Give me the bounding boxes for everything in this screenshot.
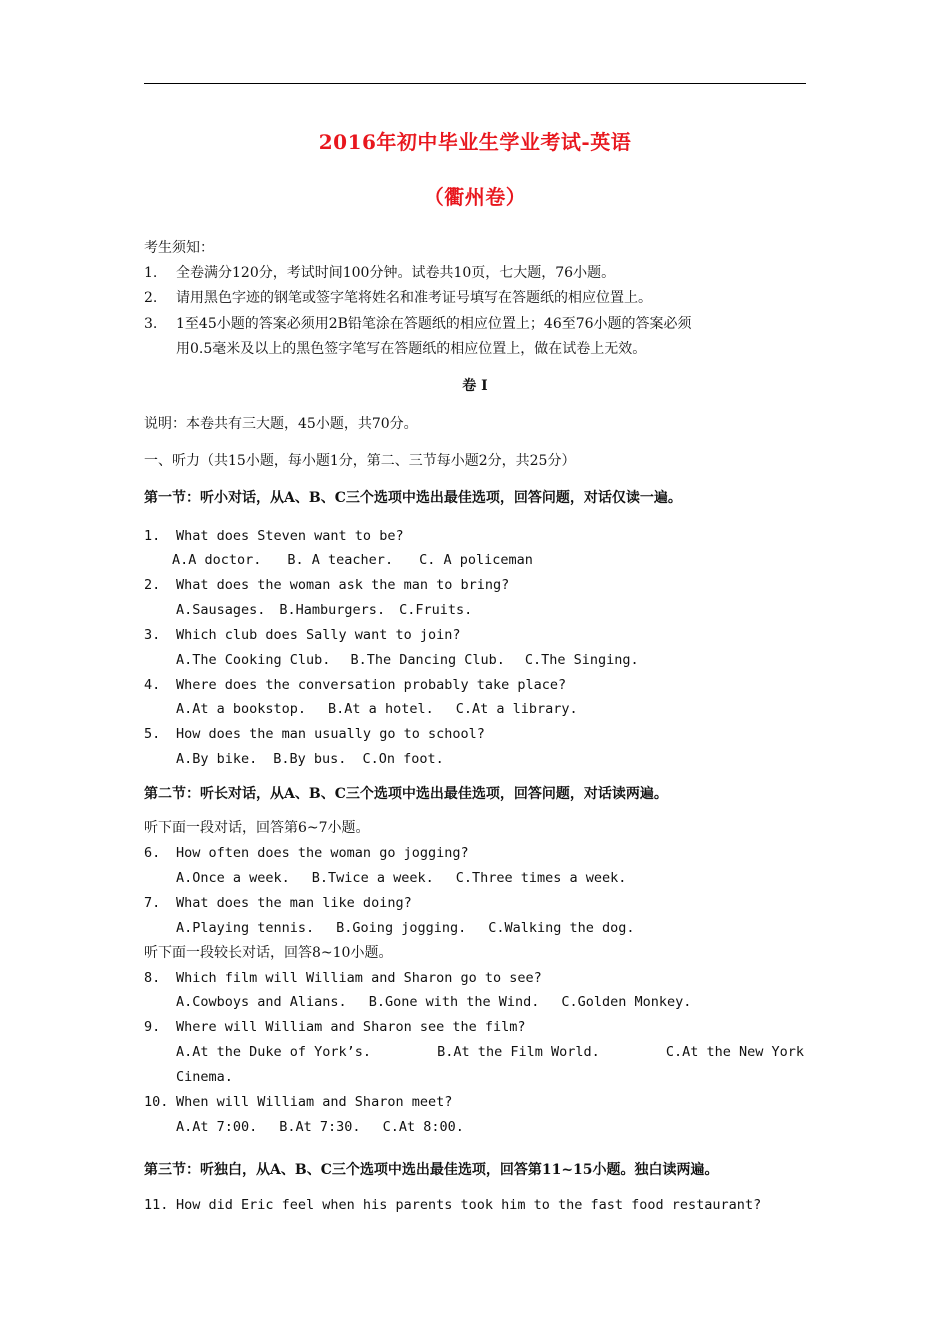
exam-title: 2016年初中毕业生学业考试-英语 [318,130,632,154]
question: 7. What does the man like doing? [144,895,412,911]
question: 3. Which club does Sally want to join? [144,627,461,643]
options: A.The Cooking Club. B.The Dancing Club. C.The Singing. [176,652,639,668]
section2-heading: 第二节：听长对话，从A、B、C三个选项中选出最佳选项，回答问题，对话读两遍。 [144,786,668,802]
section2-intro: 听下面一段较长对话，回答8~10小题。 [144,945,393,961]
question: 8. Which film will William and Sharon go to see? [144,970,542,986]
volume-note: 说明：本卷共有三大题，45小题，共70分。 [144,416,418,432]
section3-heading: 第三节：听独白，从A、B、C三个选项中选出最佳选项，回答第11~15小题。独白读两遍。 [144,1162,719,1178]
question: 10. When will William and Sharon meet? [144,1094,453,1110]
question: 5. How does the man usually go to school? [144,726,485,742]
options-cont: Cinema. [176,1069,233,1085]
options: A.Once a week. B.Twice a week. C.Three times a week. [176,870,627,886]
question: 9. Where will William and Sharon see the film? [144,1019,526,1035]
exam-subtitle: （衢州卷） [423,185,527,209]
header-rule [144,83,806,84]
options: A.At a bookstop. B.At a hotel. C.At a library. [176,701,578,717]
notice-item-cont: 用0.5毫米及以上的黑色签字笔写在答题纸的相应位置上，做在试卷上无效。 [176,341,647,357]
options: A.Cowboys and Alians. B.Gone with the Wind. C.Golden Monkey. [176,994,692,1010]
options: A.Sausages. B.Hamburgers. C.Fruits. [176,602,473,618]
section2-intro: 听下面一段对话，回答第6~7小题。 [144,820,370,836]
notice-heading: 考生须知： [144,240,214,256]
notice-item: 1. 全卷满分120分，考试时间100分钟。试卷共10页，七大题，76小题。 [144,265,616,281]
question: 11. How did Eric feel when his parents took him to the fast food restaurant? [144,1197,762,1213]
options: A.At the Duke of York’s. B.At the Film World. C.At the New York [176,1044,804,1060]
question: 1. What does Steven want to be? [144,528,404,544]
question: 6. How often does the woman go jogging? [144,845,469,861]
question: 4. Where does the conversation probably take place? [144,677,567,693]
volume-title: 卷 I [462,378,488,394]
options: A.At 7:00. B.At 7:30. C.At 8:00. [176,1119,464,1135]
section1-heading: 第一节：听小对话，从A、B、C三个选项中选出最佳选项，回答问题，对话仅读一遍。 [144,490,682,506]
options: A.By bike. B.By bus. C.On foot. [176,751,444,767]
part1-heading: 一、听力（共15小题，每小题1分，第二、三节每小题2分，共25分） [144,453,576,469]
notice-item: 3. 1至45小题的答案必须用2B铅笔涂在答题纸的相应位置上；46至76小题的答案必须 [144,316,692,332]
options: A.A doctor. B. A teacher. C. A policeman [172,552,533,568]
notice-item: 2. 请用黑色字迹的钢笔或签字笔将姓名和准考证号填写在答题纸的相应位置上。 [144,290,652,306]
options: A.Playing tennis. B.Going jogging. C.Walking the dog. [176,920,635,936]
question: 2. What does the woman ask the man to bring? [144,577,510,593]
